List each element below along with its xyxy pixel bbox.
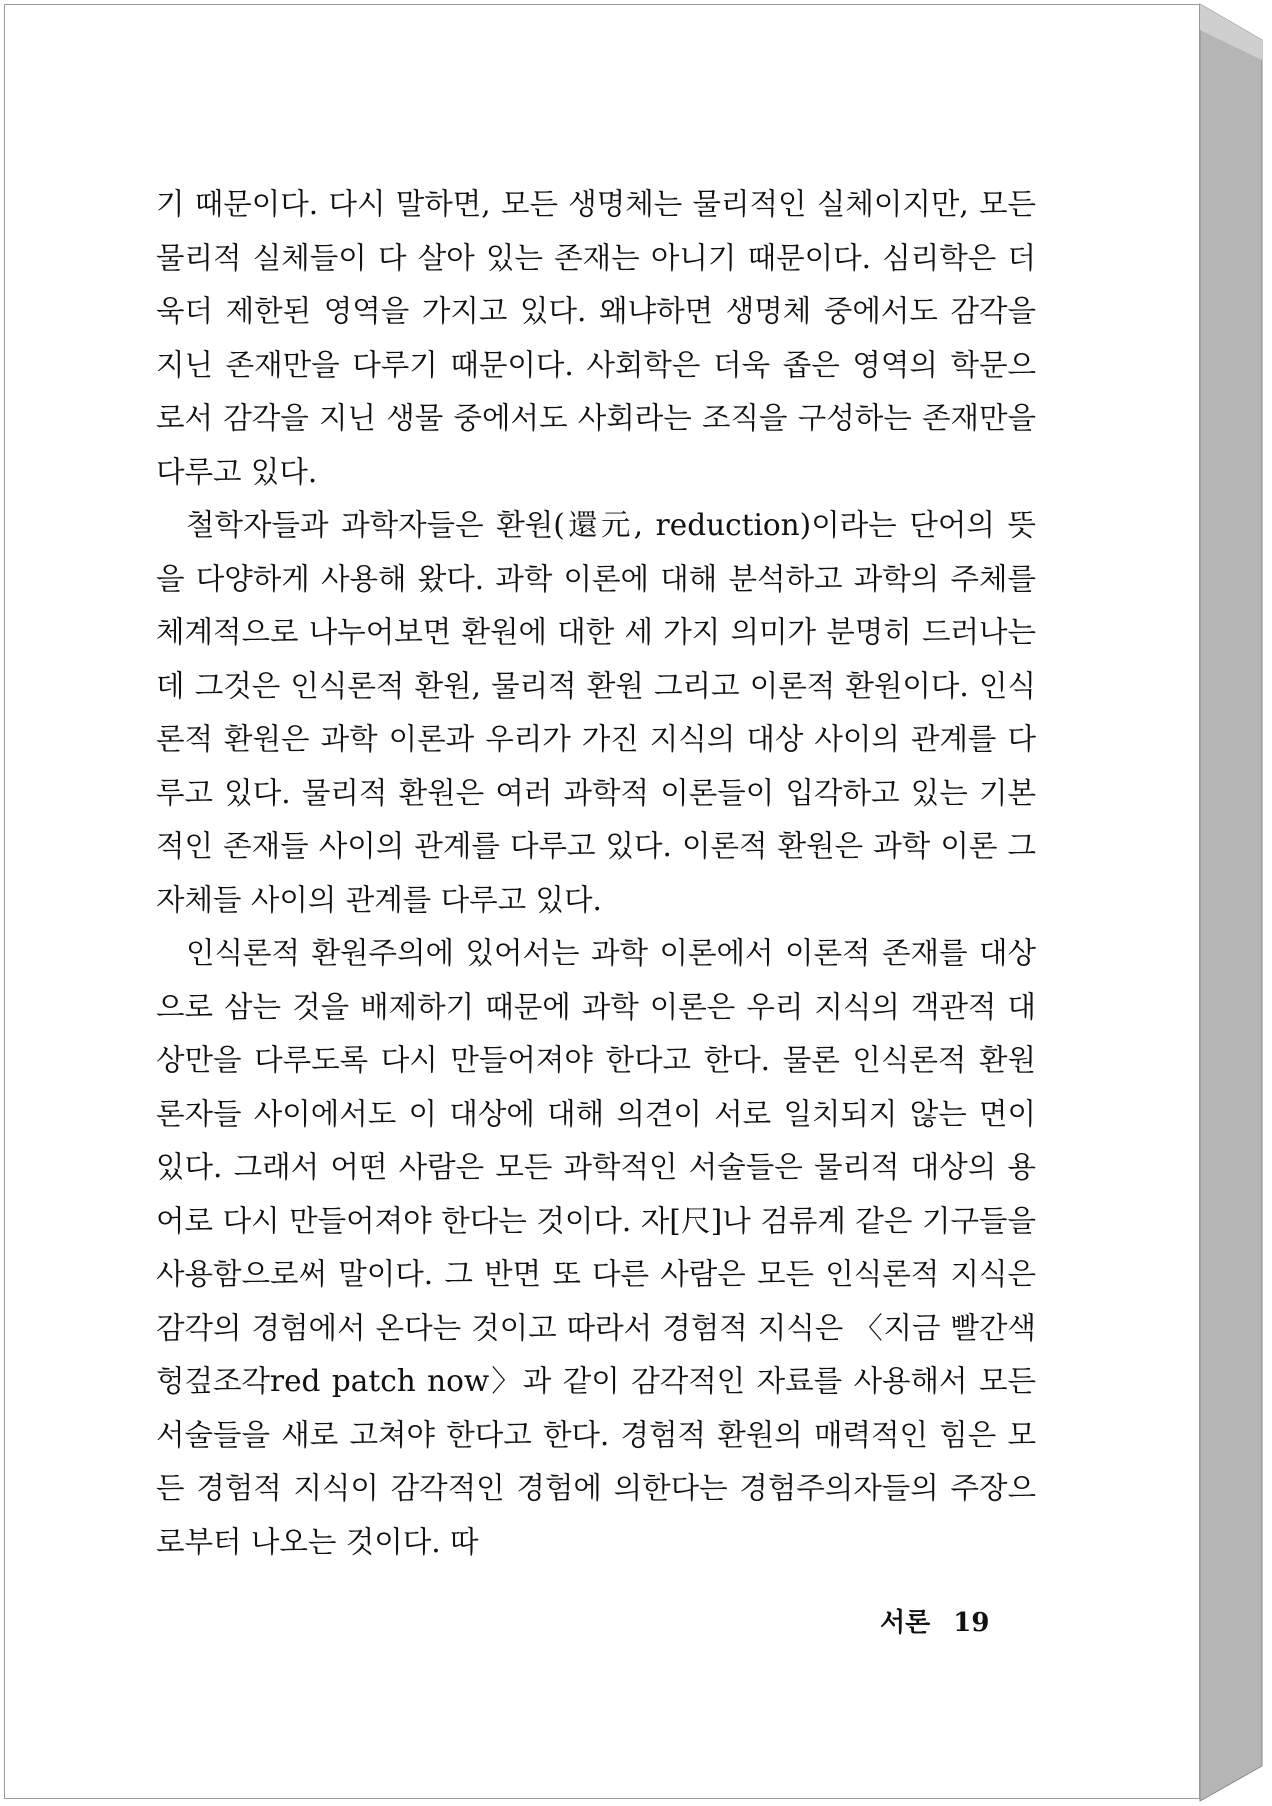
- body-text: [156, 178, 1036, 1569]
- running-footer-section: 서론: [880, 1608, 931, 1638]
- paragraph: 기 때문이다. 다시 말하면, 모든 생명체는 물리적인 실체이지만, 모든 물리적 실체들이 다 살아 있는 존재는 아니기 때문이다. 심리학은 더욱더 제한된 영역을 가지고 있다. 왜냐하면 생명체 중에서도 감각을 지닌 존재만을 다루기 때문이다. 사회학은 더욱 좁은 영역의 학문으로서 감각을 지닌 생물 중에서도 사회라는 조직을 구성하는 존재만을 다루고 있다.: [156, 187, 1036, 489]
- paragraph: 인식론적 환원주의에 있어서는 과학 이론에서 이론적 존재를 대상으로 삼는 것을 배제하기 때문에 과학 이론은 우리 지식의 객관적 대상만을 다루도록 다시 만들어져야 한다고 한다. 물론 인식론적 환원론자들 사이에서도 이 대상에 대해 의견이 서로 일치되지 않는 면이 있다. 그래서 어떤 사람은 모든 과학적인 서술들은 물리적 대상의 용어로 다시 만들어져야 한다는 것이다. 자[尺]나 검류계 같은 기구들을 사용함으로써 말이다. 그 반면 또 다른 사람은 모든 인식론적 지식은 감각의 경험에서 온다는 것이고 따라서 경험적 지식은 〈지금 빨간색 헝겊조각red patch now〉과 같이 감각적인 자료를 사용해서 모든 서술들을 새로 고쳐야 한다고 한다. 경험적 환원의 매력적인 힘은 모든 경험적 지식이 감각적인 경험에 의한다는 경험주의자들의 주장으로부터 나오는 것이다. 따: [156, 936, 1036, 1559]
- page-footer: [880, 1602, 989, 1639]
- page-number: 19: [953, 1608, 990, 1638]
- paragraph: 철학자들과 과학자들은 환원(還元, reduction)이라는 단어의 뜻을 다양하게 사용해 왔다. 과학 이론에 대해 분석하고 과학의 주체를 체계적으로 나누어보면 환원에 대한 세 가지 의미가 분명히 드러나는데 그것은 인식론적 환원, 물리적 환원 그리고 이론적 환원이다. 인식론적 환원은 과학 이론과 우리가 가진 지식의 대상 사이의 관계를 다루고 있다. 물리적 환원은 여러 과학적 이론들이 입각하고 있는 기본적인 존재들 사이의 관계를 다루고 있다. 이론적 환원은 과학 이론 그 자체들 사이의 관계를 다루고 있다.: [156, 508, 1036, 917]
